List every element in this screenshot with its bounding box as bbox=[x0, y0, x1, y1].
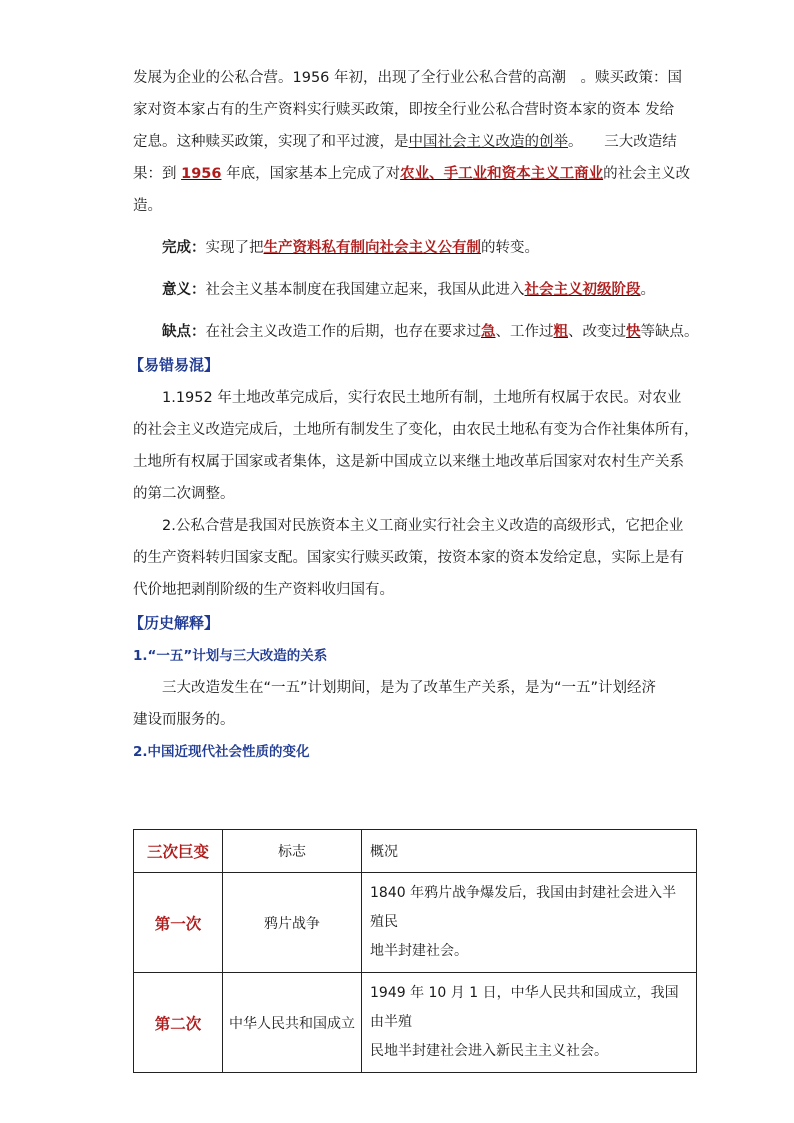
text-line: 1.1952 年土地改革完成后，实行农民土地所有制，土地所有权属于农民。对农业 bbox=[162, 390, 682, 406]
text-line: 建设而服务的。 bbox=[133, 712, 235, 728]
table-cell-change: 第二次 bbox=[134, 973, 223, 1073]
text-span: 的社会主义改 bbox=[603, 166, 691, 182]
table-cell-mark: 中华人民共和国成立 bbox=[223, 973, 362, 1073]
table-row bbox=[134, 873, 697, 973]
desc-line: 民地半封建社会进入新民主主义社会。 bbox=[370, 1043, 608, 1059]
desc-line: 1949 年 10 月 1 日，中华人民共和国成立，我国由半殖 bbox=[370, 985, 679, 1030]
flaw-label: 缺点： bbox=[162, 324, 206, 340]
table-cell-mark: 鸦片战争 bbox=[223, 873, 362, 973]
text-span: 。 三大改造结 bbox=[568, 134, 677, 150]
text-span: 果：到 bbox=[133, 166, 182, 182]
text-line: 代价地把剥削阶级的生产资料收归国有。 bbox=[133, 582, 394, 598]
document-page bbox=[129, 62, 699, 768]
text-line: 的生产资料转归国家支配。国家实行赎买政策，按资本家的资本发给定息，实际上是有 bbox=[133, 550, 684, 566]
explain-heading: 【历史解释】 bbox=[129, 614, 220, 632]
complete-line bbox=[133, 232, 698, 264]
text-span: 等缺点。 bbox=[640, 324, 699, 340]
text-span: 年底，国家基本上完成了对 bbox=[221, 166, 401, 182]
meaning-label: 意义： bbox=[162, 282, 206, 298]
meaning-line bbox=[133, 274, 698, 306]
intro-paragraph bbox=[133, 62, 698, 222]
text-line: 的社会主义改造完成后，土地所有制发生了变化，由农民土地私有变为合作社集体所有， bbox=[133, 422, 699, 438]
table-header-cell: 三次巨变 bbox=[134, 830, 223, 873]
confusion-item-1 bbox=[133, 382, 698, 510]
table-row bbox=[134, 973, 697, 1073]
flaw-line bbox=[133, 316, 698, 348]
text-line: 发展为企业的公私合营。1956 年初，出现了全行业公私合营的高潮 。赎买政策：国 bbox=[133, 70, 683, 86]
desc-line: 地半封建社会。 bbox=[370, 943, 468, 959]
text-span: 实现了把 bbox=[205, 240, 264, 256]
table-header-row bbox=[134, 830, 697, 873]
table-cell-desc bbox=[362, 973, 697, 1073]
text-line bbox=[133, 158, 698, 190]
text-line: 的第二次调整。 bbox=[133, 486, 235, 502]
highlight-term: 生产资料私有制向社会主义公有制 bbox=[263, 240, 481, 256]
explain-subheading-2: 2.中国近现代社会性质的变化 bbox=[133, 744, 310, 760]
highlight-term: 粗 bbox=[553, 324, 568, 340]
highlight-term: 农业、手工业和资本主义工商业 bbox=[400, 166, 604, 182]
table-cell-change: 第一次 bbox=[134, 873, 223, 973]
text-span: 定息。这种赎买政策，实现了和平过渡，是 bbox=[133, 134, 409, 150]
highlight-year: 1956 bbox=[181, 166, 222, 182]
text-span: 的转变。 bbox=[481, 240, 539, 256]
society-change-table bbox=[133, 829, 697, 1073]
text-line: 家对资本家占有的生产资料实行赎买政策，即按全行业公私合营时资本家的资本 发给 bbox=[133, 102, 675, 118]
text-span: 、改变过 bbox=[568, 324, 626, 340]
table-header-cell: 概况 bbox=[362, 830, 697, 873]
highlight-term: 社会主义初级阶段 bbox=[524, 282, 641, 298]
text-span: 在社会主义改造工作的后期，也存在要求过 bbox=[205, 324, 481, 340]
text-line: 三大改造发生在“一五”计划期间，是为了改革生产关系，是为“一五”计划经济 bbox=[162, 680, 657, 696]
desc-line: 1840 年鸦片战争爆发后，我国由封建社会进入半殖民 bbox=[370, 885, 677, 930]
text-span: 。 bbox=[640, 282, 655, 298]
text-line bbox=[133, 126, 698, 158]
underlined-term: 中国社会主义改造的创举 bbox=[408, 134, 568, 150]
table-header-cell: 标志 bbox=[223, 830, 362, 873]
confusion-heading: 【易错易混】 bbox=[129, 356, 220, 374]
highlight-term: 急 bbox=[481, 324, 496, 340]
text-span: 、工作过 bbox=[495, 324, 554, 340]
table-cell-desc bbox=[362, 873, 697, 973]
complete-label: 完成： bbox=[162, 240, 206, 256]
text-line: 2.公私合营是我国对民族资本主义工商业实行社会主义改造的高级形式，它把企业 bbox=[162, 518, 684, 534]
text-line: 土地所有权属于国家或者集体，这是新中国成立以来继土地改革后国家对农村生产关系 bbox=[133, 454, 684, 470]
explain-subheading-1: 1.“一五”计划与三大改造的关系 bbox=[133, 648, 328, 664]
highlight-term: 快 bbox=[626, 324, 641, 340]
text-span: 社会主义基本制度在我国建立起来，我国从此进入 bbox=[205, 282, 525, 298]
text-line: 造。 bbox=[133, 198, 162, 214]
confusion-item-2 bbox=[133, 510, 698, 606]
